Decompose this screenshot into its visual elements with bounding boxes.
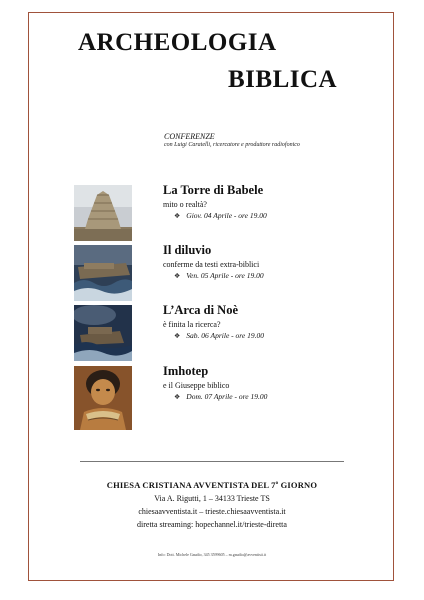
title-line-1: ARCHEOLOGIA xyxy=(78,29,277,56)
church-name xyxy=(0,480,424,490)
church-address: Via A. Rigutti, 1 – 34133 Trieste TS xyxy=(154,494,270,503)
conference-label: CONFERENZE xyxy=(164,132,215,141)
talk-title: L’Arca di Noè xyxy=(163,303,238,317)
diamond-star-bullet-icon: ❖ xyxy=(174,272,181,280)
talk-title: Il diluvio xyxy=(163,243,212,257)
ark-in-flood-image xyxy=(74,245,132,301)
church-name-text: CHIESA CRISTIANA AVVENTISTA DEL 7 xyxy=(106,480,276,490)
talk-item-1 xyxy=(74,185,374,245)
talk-date-text: Ven. 05 Aprile - ore 19.00 xyxy=(186,271,264,280)
talk-item-2 xyxy=(74,245,374,305)
talk-subtitle: è finita la ricerca? xyxy=(163,320,221,329)
talk-subtitle: e il Giuseppe biblico xyxy=(163,381,230,390)
talk-date xyxy=(174,271,264,280)
footer-divider xyxy=(80,461,344,462)
talk-date-text: Sab. 06 Aprile - ore 19.00 xyxy=(186,331,264,340)
streaming-link[interactable]: diretta streaming: hopechannel.it/trieste-diretta xyxy=(137,520,287,529)
talk-date xyxy=(174,211,267,220)
ark-on-stormy-sea-image xyxy=(74,305,132,361)
tower-of-babel-image xyxy=(74,185,132,241)
talk-item-3 xyxy=(74,305,374,365)
talk-date xyxy=(174,392,267,401)
church-name-sup: o xyxy=(275,481,279,487)
talk-title: Imhotep xyxy=(163,364,209,378)
contact-info: Info: Dott. Michele Gaudio, 345 3599605 – m.gaudio@avventisti.it xyxy=(157,552,267,557)
talk-date-text: Giov. 04 Aprile - ore 19.00 xyxy=(186,211,267,220)
church-websites[interactable]: chiesaavventista.it – trieste.chiesaavventista.it xyxy=(138,507,286,516)
talk-title: La Torre di Babele xyxy=(163,183,264,197)
speaker-line: con Luigi Caratelli, ricercatore e produttore radiofonico xyxy=(164,142,300,148)
diamond-star-bullet-icon: ❖ xyxy=(174,332,181,340)
church-name-suffix: GIORNO xyxy=(278,480,318,490)
talk-date-text: Dom. 07 Aprile - ore 19.00 xyxy=(186,392,268,401)
title-line-2: BIBLICA xyxy=(228,66,338,93)
diamond-star-bullet-icon: ❖ xyxy=(174,393,181,401)
diamond-star-bullet-icon: ❖ xyxy=(174,212,181,220)
talk-subtitle: mito o realtà? xyxy=(163,200,207,209)
talk-date xyxy=(174,331,264,340)
talk-subtitle: conferme da testi extra-biblici xyxy=(163,260,260,269)
talk-item-4 xyxy=(74,366,374,426)
imhotep-statue-image xyxy=(74,366,132,430)
